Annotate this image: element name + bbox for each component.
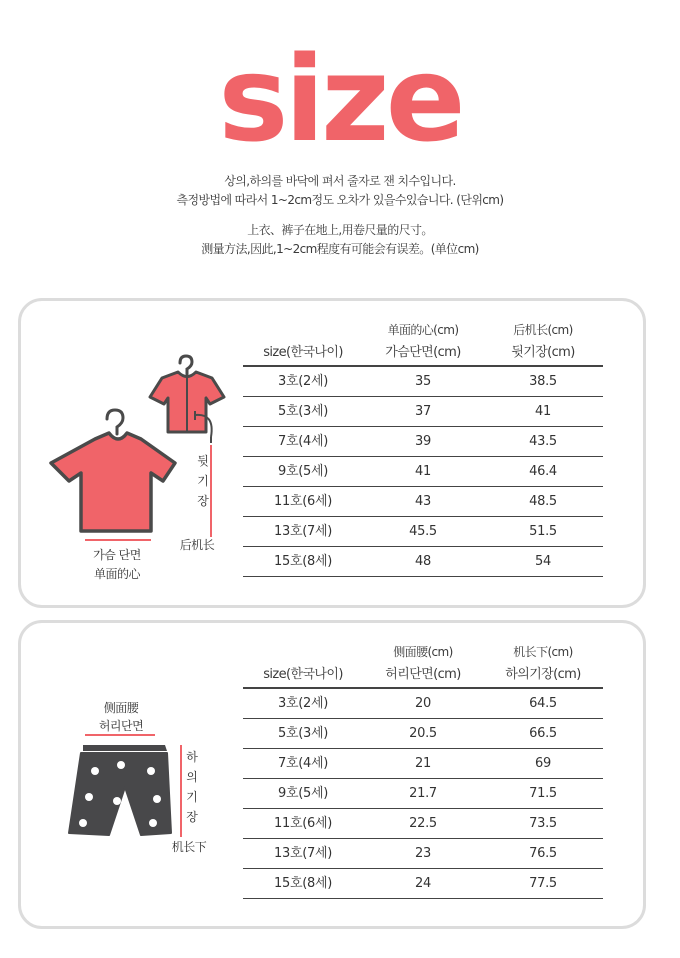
intro-chinese-line-2: 测量方法,因此,1~2cm程度有可能会有误差。(单位cm) (201, 242, 479, 256)
big-shirt-icon (51, 410, 175, 531)
waist-cell: 21.7 (409, 786, 437, 801)
chest-cell: 48 (415, 554, 431, 569)
table-row (243, 719, 603, 749)
table-row (243, 397, 603, 427)
chest-cell: 39 (415, 434, 431, 449)
length-cell: 77.5 (529, 876, 557, 891)
top-size-panel (18, 298, 646, 608)
waist-cell: 20 (415, 696, 431, 711)
waist-label-ko: 허리단면 (98, 719, 144, 733)
chest-cell: 37 (415, 404, 431, 419)
size-logo-graphic (205, 28, 475, 153)
top-garment-figure (43, 341, 243, 541)
header-chest-ko: 가슴단면(cm) (385, 345, 461, 360)
header-chest-zh: 单面的心(cm) (387, 323, 459, 337)
bottom-table-header (243, 623, 603, 687)
chest-label-ko: 가슴 단면 (93, 548, 141, 562)
size-cell: 15호(8세) (274, 554, 332, 569)
back-length-char-3: 장 (197, 494, 209, 508)
top-table-body (243, 365, 603, 577)
waist-cell: 23 (415, 846, 431, 861)
length-cell: 69 (535, 756, 551, 771)
waist-label-zh: 侧面腰 (103, 701, 139, 715)
chest-cell: 41 (415, 464, 431, 479)
intro-chinese-line-1: 上衣、裤子在地上,用卷尺量的尺寸。 (247, 223, 433, 237)
length-cell: 38.5 (529, 374, 557, 389)
top-table-header (243, 301, 603, 365)
length-cell: 64.5 (529, 696, 557, 711)
header-size: size(한국나이) (263, 667, 343, 682)
size-logo (0, 28, 680, 153)
table-row (243, 689, 603, 719)
length-cell: 43.5 (529, 434, 557, 449)
length-cell: 54 (535, 554, 551, 569)
size-cell: 9호(5세) (277, 786, 328, 801)
pants-length-vertical-label (185, 747, 199, 827)
header-back-length-ko: 뒷기장(cm) (511, 345, 575, 360)
intro-korean-line-1: 상의,하의를 바닥에 펴서 줄자로 잰 치수입니다. (224, 174, 456, 188)
pants-length-char-1: 하 (186, 750, 198, 764)
pants-length-label-zh: 机长下 (171, 840, 207, 854)
back-length-vertical-label (196, 451, 210, 511)
chest-cell: 43 (415, 494, 431, 509)
back-length-label-zh: 后机长 (179, 538, 215, 552)
size-cell: 9호(5세) (277, 464, 328, 479)
length-cell: 76.5 (529, 846, 557, 861)
back-length-char-1: 뒷 (197, 454, 209, 468)
size-cell: 15호(8세) (274, 876, 332, 891)
table-row (243, 779, 603, 809)
waist-cell: 21 (415, 756, 431, 771)
pants-length-char-2: 의 (186, 770, 198, 784)
waist-cell: 20.5 (409, 726, 437, 741)
length-cell: 48.5 (529, 494, 557, 509)
header-waist-zh: 侧面腰(cm) (393, 645, 453, 659)
pants-length-char-4: 장 (186, 810, 198, 824)
table-row (243, 457, 603, 487)
length-cell: 46.4 (529, 464, 557, 479)
size-logo-text: size (218, 30, 462, 153)
length-cell: 71.5 (529, 786, 557, 801)
size-cell: 7호(4세) (277, 434, 328, 449)
length-cell: 66.5 (529, 726, 557, 741)
small-shirt-icon (150, 356, 224, 443)
size-cell: 13호(7세) (274, 524, 332, 539)
size-cell: 11호(6세) (274, 494, 332, 509)
chest-label-zh: 单面的心 (93, 567, 140, 581)
header-back-length-zh: 后机长(cm) (513, 323, 573, 337)
size-cell: 13호(7세) (274, 846, 332, 861)
waist-cell: 22.5 (409, 816, 437, 831)
table-row (243, 809, 603, 839)
size-cell: 11호(6세) (274, 816, 332, 831)
intro-korean-line-2: 측정방법에 따라서 1~2cm정도 오차가 있을수있습니다. (단위cm) (176, 193, 504, 207)
pants-icon (69, 745, 171, 835)
bottom-size-panel (18, 620, 646, 929)
chest-cell: 35 (415, 374, 431, 389)
length-cell: 73.5 (529, 816, 557, 831)
size-cell: 3호(2세) (277, 696, 328, 711)
header-size: size(한국나이) (263, 345, 343, 360)
back-length-char-2: 기 (197, 474, 209, 488)
table-row (243, 517, 603, 547)
length-cell: 41 (535, 404, 551, 419)
table-row (243, 869, 603, 899)
header-waist-ko: 허리단면(cm) (385, 667, 461, 682)
table-row (243, 547, 603, 577)
waist-cell: 24 (415, 876, 431, 891)
size-cell: 7호(4세) (277, 756, 328, 771)
bottom-table-body (243, 687, 603, 899)
table-row (243, 367, 603, 397)
size-cell: 5호(3세) (277, 404, 328, 419)
header-pants-length-zh: 机长下(cm) (513, 645, 573, 659)
table-row (243, 427, 603, 457)
pants-length-char-3: 기 (186, 790, 198, 804)
table-row (243, 487, 603, 517)
table-row (243, 839, 603, 869)
table-row (243, 749, 603, 779)
size-cell: 3호(2세) (277, 374, 328, 389)
length-cell: 51.5 (529, 524, 557, 539)
size-cell: 5호(3세) (277, 726, 328, 741)
header-pants-length-ko: 하의기장(cm) (505, 667, 581, 682)
chest-cell: 45.5 (409, 524, 437, 539)
